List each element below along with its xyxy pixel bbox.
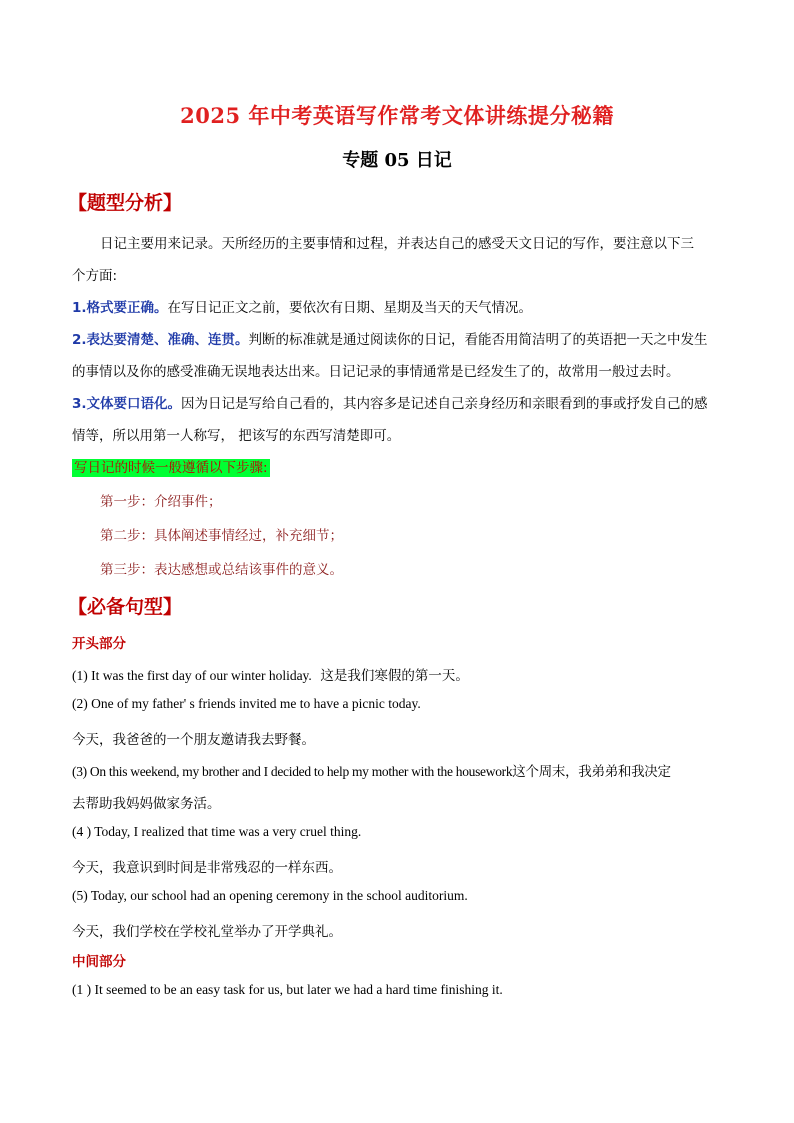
point-2 (72, 328, 724, 348)
intro-line-1: 日记主要用来记录。天所经历的主要事情和过程，并表达自己的感受天文日记的写作，要注意以下三 (100, 236, 694, 252)
sentence-5-cn: 今天，我们学校在学校礼堂举办了开学典礼。 (72, 924, 342, 940)
document-subtitle: 专题 05 日记 (342, 150, 452, 171)
point-3-line-2: 情等，所以用第一人称写， 把该写的东西写清楚即可。 (72, 428, 401, 444)
sentence-4-cn: 今天，我意识到时间是非常残忍的一样东西。 (72, 860, 342, 876)
sentence-2-en: (2) One of my father' s friends invited me to have a picnic today. (72, 696, 421, 711)
sentence-3-cn-2: 去帮助我妈妈做家务活。 (72, 796, 221, 812)
point-2-line-2: 的事情以及你的感受准确无误地表达出来。日记记录的事情通常是已经发生了的，故常用一般过去时。 (72, 364, 680, 380)
sentence-3-en: (3) On this weekend, my brother and I decided to help my mother with the housework (72, 764, 513, 779)
document-title: 2025 年中考英语写作常考文体讲练提分秘籍 (180, 103, 614, 128)
steps-intro (72, 456, 724, 476)
point-3-label: 3.文体要口语化。 (72, 396, 182, 412)
sentence-1-en: (1) It was the first day of our winter holiday. (72, 668, 312, 683)
sentence-4-en: (4 ) Today, I realized that time was a very cruel thing. (72, 824, 362, 839)
steps-intro-highlight: 写日记的时候一般遵循以下步骤: (74, 460, 268, 476)
point-2-text: 判断的标准就是通过阅读你的日记，看能否用简洁明了的英语把一天之中发生 (248, 332, 708, 348)
sentence-3-cn: 这个周末，我弟弟和我决定 (512, 764, 671, 780)
point-3 (72, 392, 724, 412)
point-2-label: 2.表达要清楚、准确、连贯。 (72, 332, 249, 348)
sentence-1-cn: 这是我们寒假的第一天。 (320, 668, 469, 684)
sentence-2-cn: 今天，我爸爸的一个朋友邀请我去野餐。 (72, 732, 315, 748)
intro-line-2: 个方面: (72, 268, 118, 284)
point-3-text: 因为日记是写给自己看的，其内容多是记述自己亲身经历和亲眼看到的事或抒发自己的感 (181, 396, 708, 412)
sentence-5-en: (5) Today, our school had an opening ceremony in the school auditorium. (72, 888, 468, 903)
sentence-1 (72, 664, 724, 684)
section-heading-sentences: 【必备句型】 (68, 596, 183, 618)
point-1-label: 1.格式要正确。 (72, 300, 168, 316)
middle-label: 中间部分 (72, 954, 126, 970)
middle-sentence-1-en: (1 ) It seemed to be an easy task for us, but later we had a hard time finishing it. (72, 982, 503, 997)
sentence-3 (72, 760, 724, 780)
section-heading-analysis: 【题型分析】 (68, 192, 183, 214)
step-2: 第二步：具体阐述事情经过，补充细节； (100, 528, 343, 544)
opening-label: 开头部分 (72, 636, 126, 652)
point-1 (72, 296, 724, 316)
point-1-text: 在写日记正文之前，要依次有日期、星期及当天的天气情况。 (167, 300, 533, 316)
step-3: 第三步：表达感想或总结该事件的意义。 (100, 562, 343, 578)
step-1: 第一步：介绍事件； (100, 494, 222, 510)
